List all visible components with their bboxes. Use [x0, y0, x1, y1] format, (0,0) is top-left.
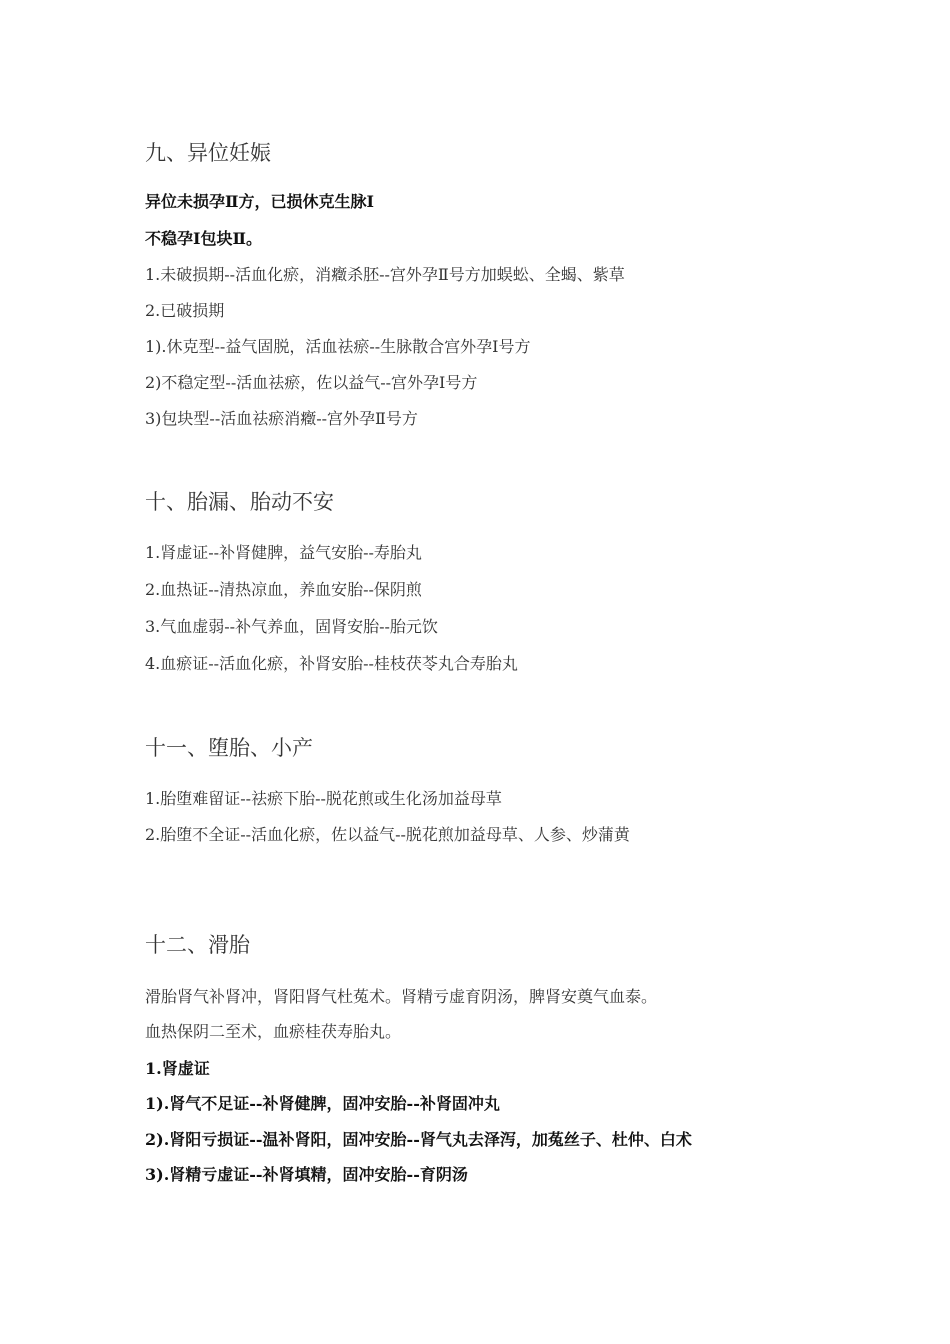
mnemonic-line: 异位未损孕Ⅱ方，已损休克生脉Ⅰ: [145, 192, 374, 211]
treatment-line: 1.胎堕难留证--祛瘀下胎--脱花煎或生化汤加益母草: [145, 789, 502, 808]
treatment-line: 1).休克型--益气固脱，活血祛瘀--生脉散合宫外孕Ⅰ号方: [145, 337, 531, 356]
mnemonic-line: 滑胎肾气补肾冲，肾阳肾气杜菟术。肾精亏虚育阴汤，脾肾安奠气血泰。: [145, 987, 658, 1006]
mnemonic-line: 血热保阴二至术，血瘀桂茯寿胎丸。: [145, 1022, 402, 1041]
section-heading: 十、胎漏、胎动不安: [145, 490, 334, 514]
treatment-line: 2.血热证--清热凉血，养血安胎--保阴煎: [145, 580, 422, 599]
mnemonic-line: 不稳孕Ⅰ包块Ⅱ。: [145, 229, 262, 248]
treatment-line: 1.肾虚证--补肾健脾，益气安胎--寿胎丸: [145, 543, 422, 562]
treatment-line: 1).肾气不足证--补肾健脾，固冲安胎--补肾固冲丸: [145, 1094, 500, 1113]
treatment-line: 3)包块型--活血祛瘀消癥--宫外孕Ⅱ号方: [145, 409, 418, 428]
treatment-line: 2.已破损期: [145, 301, 225, 320]
treatment-line: 2).肾阳亏损证--温补肾阳，固冲安胎--肾气丸去泽泻，加菟丝子、杜仲、白术: [145, 1130, 692, 1149]
treatment-line: 3.气血虚弱--补气养血，固肾安胎--胎元饮: [145, 617, 438, 636]
section-heading: 十一、堕胎、小产: [145, 736, 313, 760]
section-heading: 十二、滑胎: [145, 933, 250, 957]
treatment-line: 4.血瘀证--活血化瘀，补肾安胎--桂枝茯苓丸合寿胎丸: [145, 654, 518, 673]
subheading-line: 1.肾虚证: [145, 1059, 210, 1078]
section-heading: 九、异位妊娠: [145, 141, 271, 165]
treatment-line: 3).肾精亏虚证--补肾填精，固冲安胎--育阴汤: [145, 1165, 468, 1184]
treatment-line: 1.未破损期--活血化瘀，消癥杀胚--宫外孕Ⅱ号方加蜈蚣、全蝎、紫草: [145, 265, 625, 284]
treatment-line: 2.胎堕不全证--活血化瘀，佐以益气--脱花煎加益母草、人参、炒蒲黄: [145, 825, 630, 844]
treatment-line: 2)不稳定型--活血祛瘀，佐以益气--宫外孕Ⅰ号方: [145, 373, 478, 392]
